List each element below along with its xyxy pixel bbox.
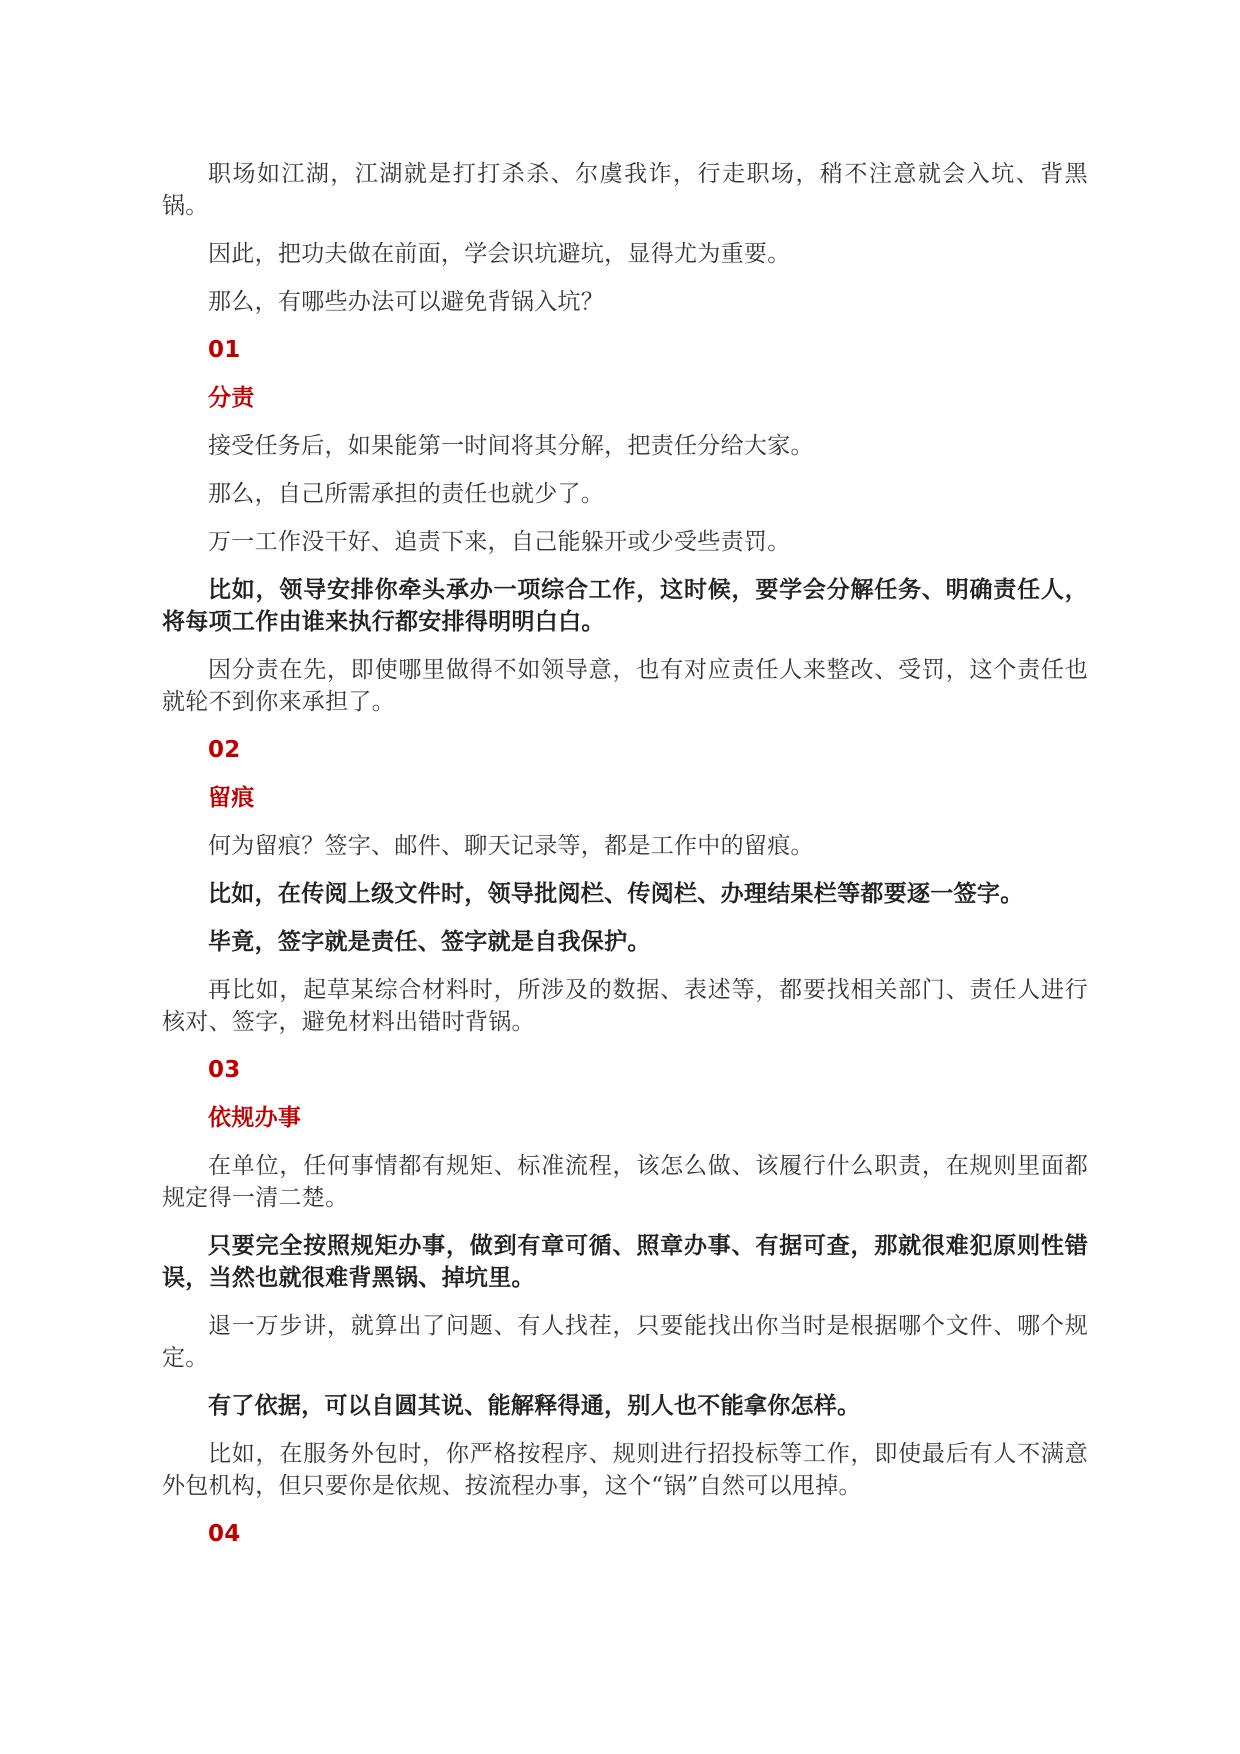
section-number: 01 xyxy=(208,337,241,363)
paragraph: 因分责在先，即使哪里做得不如领导意，也有对应责任人来整改、受罚，这个责任也就轮不到你来承担了。 xyxy=(162,657,1088,715)
section-number: 02 xyxy=(208,737,241,763)
emphasis-paragraph: 毕竟，签字就是责任、签字就是自我保护。 xyxy=(208,929,651,955)
document-page xyxy=(162,158,1088,1566)
section-number: 04 xyxy=(208,1521,241,1547)
section-title: 分责 xyxy=(208,385,255,411)
paragraph: 退一万步讲，就算出了问题、有人找茬，只要能找出你当时是根据哪个文件、哪个规定。 xyxy=(162,1313,1088,1371)
paragraph: 因此，把功夫做在前面，学会识坑避坑，显得尤为重要。 xyxy=(208,241,791,267)
paragraph: 再比如，起草某综合材料时，所涉及的数据、表述等，都要找相关部门、责任人进行核对、签字，避免材料出错时背锅。 xyxy=(162,977,1088,1035)
paragraph: 职场如江湖，江湖就是打打杀杀、尔虞我诈，行走职场，稍不注意就会入坑、背黑锅。 xyxy=(162,161,1088,219)
paragraph: 何为留痕？签字、邮件、聊天记录等，都是工作中的留痕。 xyxy=(208,833,814,859)
paragraph: 比如，在服务外包时，你严格按程序、规则进行招投标等工作，即使最后有人不满意外包机构，但只要你是依规、按流程办事，这个“锅”自然可以甩掉。 xyxy=(162,1441,1088,1499)
emphasis-paragraph: 有了依据，可以自圆其说、能解释得通，别人也不能拿你怎样。 xyxy=(208,1393,861,1419)
emphasis-paragraph: 比如，领导安排你牵头承办一项综合工作，这时候，要学会分解任务、明确责任人，将每项工作由谁来执行都安排得明明白白。 xyxy=(162,577,1088,635)
emphasis-paragraph: 只要完全按照规矩办事，做到有章可循、照章办事、有据可查，那就很难犯原则性错误，当然也就很难背黑锅、掉坑里。 xyxy=(162,1233,1088,1291)
emphasis-paragraph: 比如，在传阅上级文件时，领导批阅栏、传阅栏、办理结果栏等都要逐一签字。 xyxy=(208,881,1024,907)
paragraph: 接受任务后，如果能第一时间将其分解，把责任分给大家。 xyxy=(208,433,814,459)
paragraph: 那么，自己所需承担的责任也就少了。 xyxy=(208,481,605,507)
paragraph: 在单位，任何事情都有规矩、标准流程，该怎么做、该履行什么职责，在规则里面都规定得一清二楚。 xyxy=(162,1153,1088,1211)
paragraph: 万一工作没干好、追责下来，自己能躲开或少受些责罚。 xyxy=(208,529,791,555)
section-title: 依规办事 xyxy=(208,1105,302,1131)
paragraph: 那么，有哪些办法可以避免背锅入坑？ xyxy=(208,289,605,315)
section-title: 留痕 xyxy=(208,785,255,811)
section-number: 03 xyxy=(208,1057,241,1083)
